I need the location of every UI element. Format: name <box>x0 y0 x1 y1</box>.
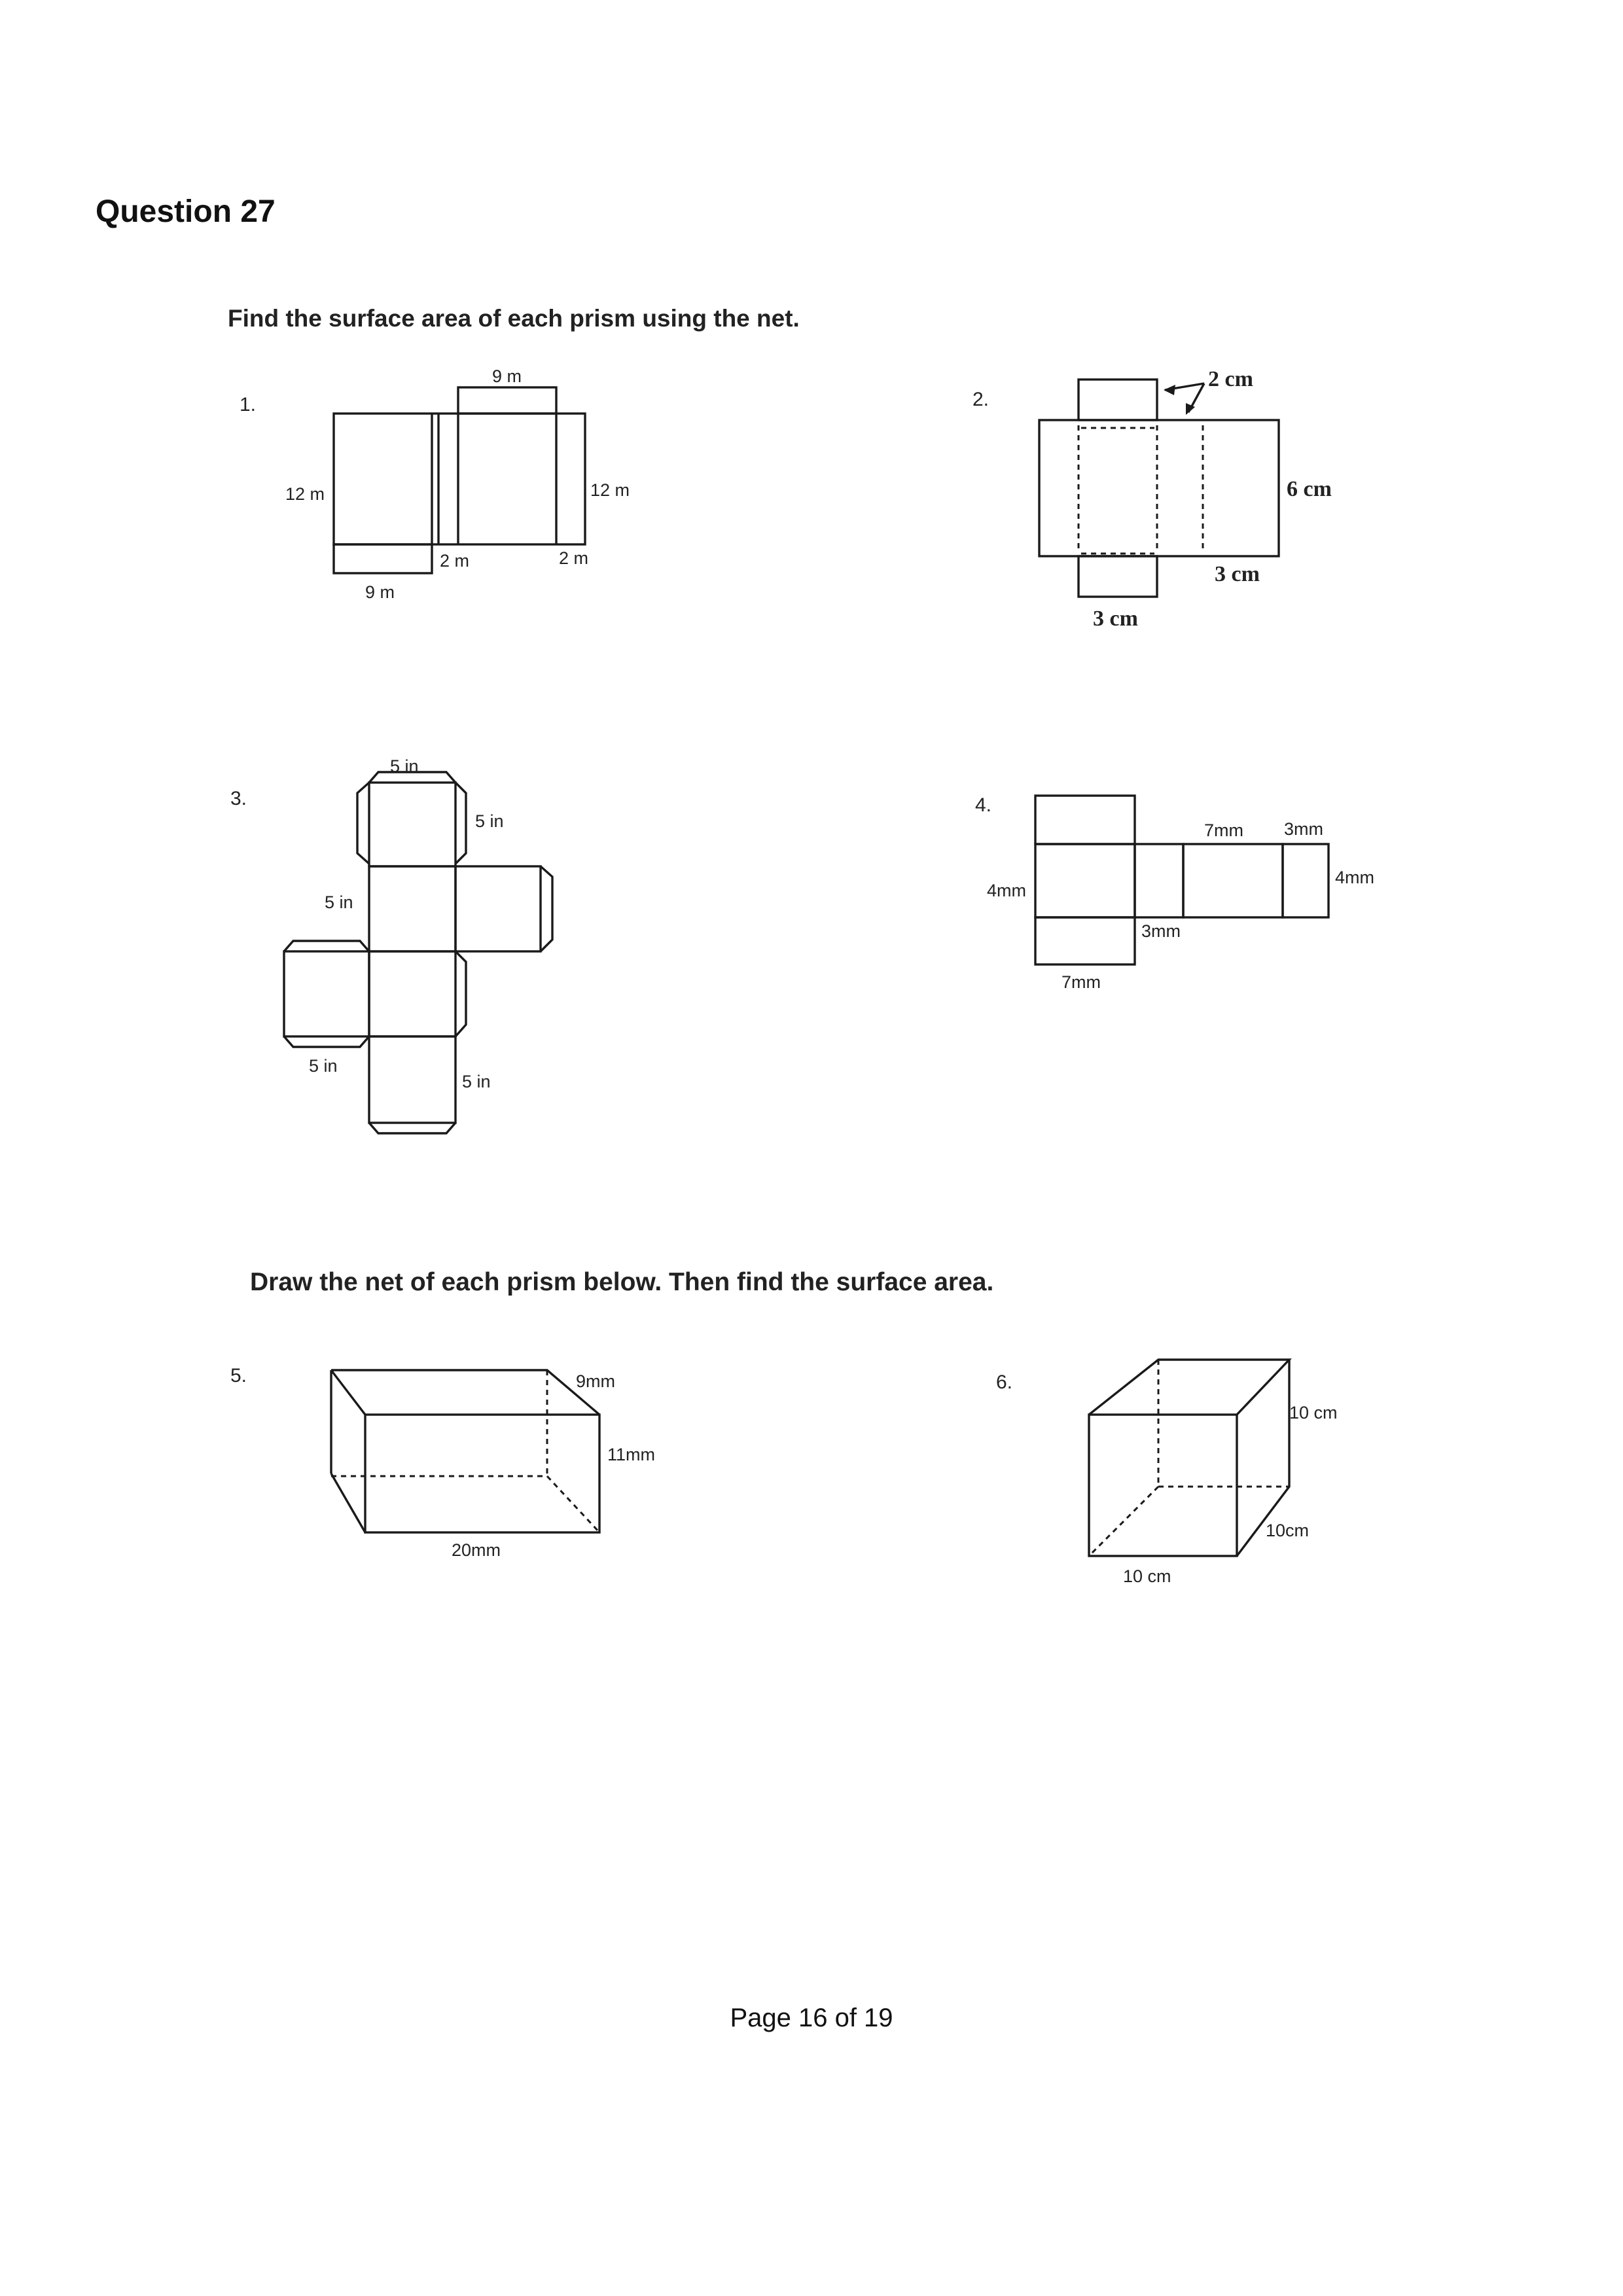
label: 3mm <box>1141 921 1181 941</box>
prism-front-face <box>365 1415 599 1532</box>
label: 12 m <box>285 484 325 504</box>
problem-1-net <box>240 366 630 602</box>
tab <box>541 866 552 951</box>
tab <box>455 783 466 864</box>
net-4-face <box>1283 844 1329 917</box>
problem-3-number: 3. <box>230 788 247 809</box>
label: 10 cm <box>1289 1403 1338 1422</box>
net-1-top-flap <box>458 387 556 414</box>
label: 3mm <box>1284 819 1323 839</box>
question-title: Question 27 <box>96 194 276 229</box>
label: 5 in <box>475 811 504 831</box>
hidden-edge <box>1089 1487 1158 1556</box>
problem-3-net <box>230 756 552 1133</box>
net-1-body <box>334 414 585 544</box>
label: 10 cm <box>1123 1566 1171 1586</box>
label: 11mm <box>607 1445 656 1464</box>
label: 2 m <box>559 548 589 568</box>
label: 5 in <box>309 1056 338 1076</box>
label: 9 m <box>492 366 522 386</box>
label: 9 m <box>365 582 395 602</box>
problem-2-number: 2. <box>972 389 990 410</box>
label: 7mm <box>1061 972 1101 992</box>
cube-face <box>369 866 455 951</box>
cube-top-face <box>1089 1360 1289 1415</box>
net-4-face <box>1035 796 1135 844</box>
cube-face <box>455 866 541 951</box>
label: 5 in <box>325 892 353 912</box>
prism-edge <box>331 1474 365 1532</box>
arrow-head <box>1164 385 1175 395</box>
net-2-body <box>1039 420 1279 556</box>
label: 4mm <box>987 881 1026 900</box>
problem-4-number: 4. <box>975 794 992 816</box>
tab <box>284 1036 369 1047</box>
label: 2 cm <box>1208 367 1253 391</box>
cube-face <box>369 783 455 866</box>
cube-face <box>369 951 455 1036</box>
hidden-edge <box>547 1476 599 1532</box>
label: 5 in <box>462 1072 491 1091</box>
label: 12 m <box>590 480 630 500</box>
net-2-top-flap <box>1079 380 1157 420</box>
net-2-bottom-flap <box>1079 556 1157 597</box>
label: 6 cm <box>1287 477 1332 501</box>
problem-6-number: 6. <box>996 1371 1013 1393</box>
problem-4-net <box>975 794 1374 992</box>
label: 7mm <box>1204 821 1243 840</box>
tab <box>357 783 369 864</box>
label: 4mm <box>1335 868 1374 887</box>
net-4-face <box>1183 844 1283 917</box>
instruction-find-surface-area: Find the surface area of each prism using the net. <box>228 305 800 332</box>
net-4-face <box>1035 917 1135 964</box>
problem-5-number: 5. <box>230 1365 247 1386</box>
tab <box>284 941 369 951</box>
prism-edge <box>331 1370 365 1415</box>
label: 3 cm <box>1215 562 1260 586</box>
problem-6-cube <box>996 1360 1338 1586</box>
cube-front-face <box>1089 1415 1237 1556</box>
label: 5 in <box>390 756 419 776</box>
cube-face <box>369 1036 455 1123</box>
problem-5-prism <box>230 1365 655 1560</box>
label: 2 m <box>440 551 470 571</box>
tab <box>455 951 466 1036</box>
net-4-face <box>1035 844 1135 917</box>
net-4-face <box>1135 844 1183 917</box>
problem-2-net <box>972 367 1332 631</box>
label: 20mm <box>452 1540 501 1560</box>
cube-face <box>284 951 369 1036</box>
net-1-bottom-flap <box>334 544 432 573</box>
instruction-draw-net: Draw the net of each prism below. Then find the surface area. <box>250 1268 994 1296</box>
tab <box>369 1123 455 1133</box>
label: 10cm <box>1266 1521 1310 1540</box>
page-footer: Page 16 of 19 <box>730 2004 893 2032</box>
label: 3 cm <box>1093 607 1138 631</box>
problem-1-number: 1. <box>240 394 257 415</box>
prism-top-edge <box>331 1370 599 1415</box>
label: 9mm <box>576 1371 615 1391</box>
